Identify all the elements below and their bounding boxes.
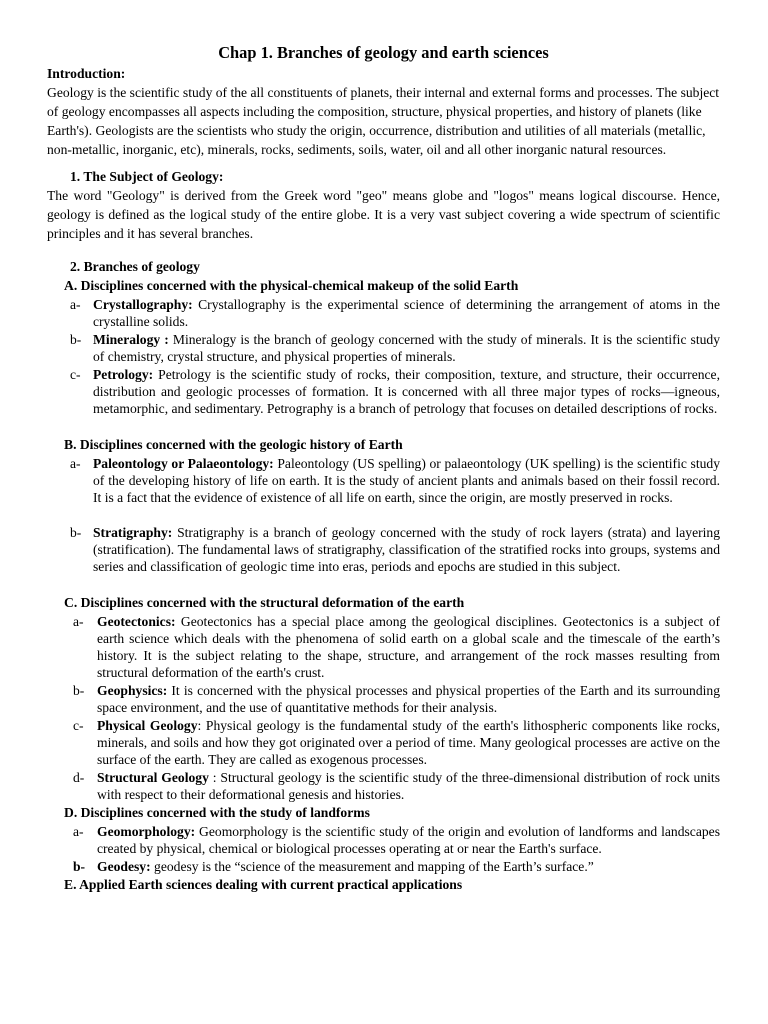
term: Stratigraphy: bbox=[93, 525, 173, 540]
list-item bbox=[47, 455, 720, 506]
list-marker: c- bbox=[73, 718, 84, 733]
list-item bbox=[47, 823, 720, 857]
list-item bbox=[47, 613, 720, 681]
definition: : Physical geology is the fundamental study of the earth's lithospheric components like rocks, minerals, and soils and how they got originated over a period of time. Many geological processes are active on the surface of the earth. They are called as exogenous processes. bbox=[97, 718, 720, 767]
list-marker: a- bbox=[70, 297, 81, 312]
list-marker: a- bbox=[73, 824, 84, 839]
definition: Mineralogy is the branch of geology concerned with the study of minerals. It is the scientific study of chemistry, crystal structure, and physical properties of minerals. bbox=[93, 332, 721, 364]
list-item bbox=[47, 717, 720, 768]
term: Physical Geology bbox=[97, 718, 198, 733]
definition: It is concerned with the physical processes and physical properties of the Earth and its surrounding space environment, and the use of quantitative methods for their analysis. bbox=[97, 683, 720, 715]
definition: : Structural geology is the scientific study of the three-dimensional distribution of rock units with respect to their deformational genesis and histories. bbox=[97, 770, 720, 802]
page-title: Chap 1. Branches of geology and earth sciences bbox=[218, 43, 549, 62]
subsection-a-heading: A. Disciplines concerned with the physical-chemical makeup of the solid Earth bbox=[64, 278, 519, 293]
definition: Paleontology (US spelling) or palaeontology (UK spelling) is the scientific study of the developing history of life on earth. It is the study of ancient plants and animals based on their fossil record. It is a fact that the evidence of existence of all life on earth, since the origin, are mostly preserved in rocks. bbox=[93, 456, 720, 505]
list-item bbox=[47, 366, 720, 417]
term: Geotectonics: bbox=[97, 614, 176, 629]
list-marker: c- bbox=[70, 367, 81, 382]
subsection-d-heading: D. Disciplines concerned with the study of landforms bbox=[64, 805, 370, 820]
list-item bbox=[47, 296, 720, 330]
section-2-heading: 2. Branches of geology bbox=[70, 259, 200, 274]
list-item bbox=[47, 769, 720, 803]
term: Geophysics: bbox=[97, 683, 168, 698]
list-marker: b- bbox=[73, 859, 86, 874]
list-item bbox=[47, 682, 720, 716]
term: Crystallography: bbox=[93, 297, 193, 312]
definition: Petrology is the scientific study of rocks, their composition, texture, and structure, their occurrence, distribution and geologic processes of formation. It is concerned with all three major types of rocks—igneous, metamorphic, and sedimentary. Petrography is a branch of petrology that focuses on detailed descriptions of rocks. bbox=[93, 367, 720, 416]
section-1-heading: 1. The Subject of Geology: bbox=[70, 169, 224, 184]
list-marker: b- bbox=[70, 525, 82, 540]
subsection-e-heading: E. Applied Earth sciences dealing with current practical applications bbox=[64, 877, 463, 892]
term: Paleontology or Palaeontology: bbox=[93, 456, 274, 471]
list-marker: a- bbox=[70, 456, 81, 471]
term: Geodesy: bbox=[97, 859, 151, 874]
list-item bbox=[47, 524, 720, 575]
definition: Crystallography is the experimental science of determining the arrangement of atoms in the crystalline solids. bbox=[93, 297, 720, 329]
section-1-paragraph: The word "Geology" is derived from the Greek word "geo" means globe and "logos" means logical discourse. Hence, geology is defined as the logical study of the entire globe. It is a very vast subject covering a wide spectrum of scientific principles and it has several branches. bbox=[47, 188, 720, 241]
intro-paragraph: Geology is the scientific study of the all constituents of planets, their internal and external forms and processes. The subject of geology encompasses all aspects including the composition, structure, physical properties, and history of planets (like Earth's). Geologists are the scientists who study the origin, occurrence, distribution and utilities of all materials (metallic, non-metallic, inorganic, etc), minerals, rocks, sediments, soils, water, oil and all other inorganic natural resources. bbox=[47, 85, 720, 157]
term: Geomorphology: bbox=[97, 824, 196, 839]
list-marker: b- bbox=[73, 683, 85, 698]
list-item bbox=[47, 331, 720, 365]
list-marker: d- bbox=[73, 770, 85, 785]
list-marker: b- bbox=[70, 332, 82, 347]
term: Petrology: bbox=[93, 367, 154, 382]
intro-heading: Introduction: bbox=[47, 66, 126, 81]
subsection-b-heading: B. Disciplines concerned with the geologic history of Earth bbox=[64, 437, 403, 452]
term: Mineralogy : bbox=[93, 332, 169, 347]
list-item bbox=[47, 858, 720, 875]
definition: Geomorphology is the scientific study of the origin and evolution of landforms and landscapes created by physical, chemical or biological processes operating at or near the Earth's surface. bbox=[97, 824, 720, 856]
definition: Stratigraphy is a branch of geology concerned with the study of rock layers (strata) and layering (stratification). The fundamental laws of stratigraphy, classification of the stratified rocks into groups, systems and series and classification of geologic time into eras, periods and epochs are studied in this subject. bbox=[93, 525, 720, 574]
subsection-c-heading: C. Disciplines concerned with the structural deformation of the earth bbox=[64, 595, 465, 610]
list-marker: a- bbox=[73, 614, 84, 629]
definition: Geotectonics has a special place among the geological disciplines. Geotectonics is a subject of earth science which deals with the phenomena of solid earth on a global scale and the timescale of the earth’s history. It is the subject relating to the shape, structure, and arrangement of the rock masses resulting from structural deformation of the earth's crust. bbox=[97, 614, 720, 680]
definition: geodesy is the “science of the measurement and mapping of the Earth’s surface.” bbox=[150, 859, 594, 874]
term: Structural Geology bbox=[97, 770, 209, 785]
document-page bbox=[47, 42, 720, 894]
